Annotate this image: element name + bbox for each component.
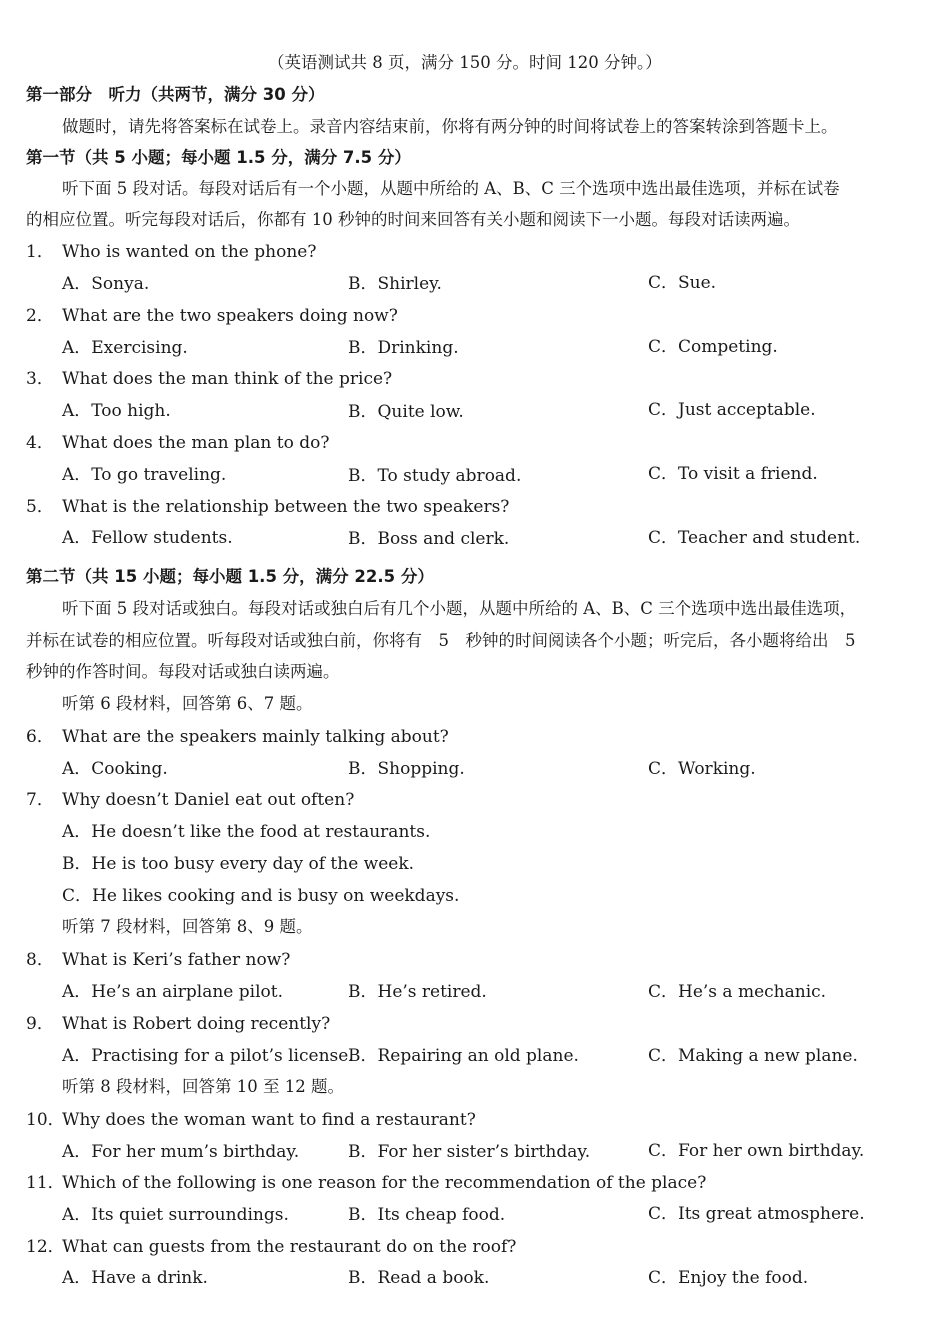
question-stem: What does the man plan to do? bbox=[62, 433, 330, 453]
option-c: C．Enjoy the food. bbox=[648, 1268, 809, 1288]
section1-title: 第一节（共 5 小题；每小题 1.5 分，满分 7.5 分） bbox=[26, 148, 411, 167]
question-number: 3． bbox=[26, 369, 54, 389]
option-c: C．Teacher and student. bbox=[648, 528, 861, 548]
option-a: A．Cooking. bbox=[62, 759, 168, 779]
option-c: C．Its great atmosphere. bbox=[648, 1204, 865, 1224]
question-stem: Who is wanted on the phone? bbox=[62, 242, 317, 262]
option-b: B．Drinking. bbox=[348, 338, 459, 358]
section2-title: 第二节（共 15 小题；每小题 1.5 分，满分 22.5 分） bbox=[26, 567, 434, 586]
question-stem: Why does the woman want to find a restaurant? bbox=[62, 1110, 476, 1130]
option-c: C．For her own birthday. bbox=[648, 1141, 865, 1161]
section1-instruction-line1: 听下面 5 段对话。每段对话后有一个小题，从题中所给的 A、B、C 三个选项中选出最佳选项，并标在试卷 bbox=[62, 179, 840, 198]
option-b: B．Quite low. bbox=[348, 402, 464, 422]
option-c: C．Just acceptable. bbox=[648, 400, 816, 420]
option-c: C．Working. bbox=[648, 759, 756, 779]
question-stem: What are the two speakers doing now? bbox=[62, 306, 398, 326]
option-a: A．Practising for a pilot’s license. bbox=[62, 1046, 354, 1066]
material-7-note: 听第 7 段材料，回答第 8、9 题。 bbox=[62, 917, 313, 936]
question-stem: Why doesn’t Daniel eat out often? bbox=[62, 790, 355, 810]
option-b: B．Shopping. bbox=[348, 759, 465, 779]
option-a: A．Fellow students. bbox=[62, 528, 233, 548]
question-stem: What is Keri’s father now? bbox=[62, 950, 291, 970]
question-stem: What can guests from the restaurant do on the roof? bbox=[62, 1237, 517, 1257]
option-b: B．For her sister’s birthday. bbox=[348, 1142, 591, 1162]
option-b: B．To study abroad. bbox=[348, 466, 522, 486]
question-stem: What is the relationship between the two speakers? bbox=[62, 497, 510, 517]
option-a: A．Have a drink. bbox=[62, 1268, 208, 1288]
material-6-note: 听第 6 段材料，回答第 6、7 题。 bbox=[62, 694, 313, 713]
option-c: C．He’s a mechanic. bbox=[648, 982, 827, 1002]
question-number: 8． bbox=[26, 950, 54, 970]
option-a: A．For her mum’s birthday. bbox=[62, 1142, 300, 1162]
option-a: A．He’s an airplane pilot. bbox=[62, 982, 283, 1002]
question-number: 2． bbox=[26, 306, 54, 326]
option-c: C．Sue. bbox=[648, 273, 717, 293]
option-b: B．He is too busy every day of the week. bbox=[62, 854, 415, 874]
section1-instruction-line2: 的相应位置。听完每段对话后，你都有 10 秒钟的时间来回答有关小题和阅读下一小题。每段对话读两遍。 bbox=[26, 210, 800, 229]
question-number: 1． bbox=[26, 242, 54, 262]
question-stem: Which of the following is one reason for the recommendation of the place? bbox=[62, 1173, 707, 1193]
option-b: B．Its cheap food. bbox=[348, 1205, 506, 1225]
material-8-note: 听第 8 段材料，回答第 10 至 12 题。 bbox=[62, 1077, 344, 1096]
option-b: B．Repairing an old plane. bbox=[348, 1046, 579, 1066]
part1-instruction: 做题时，请先将答案标在试卷上。录音内容结束前，你将有两分钟的时间将试卷上的答案转涂到答题卡上。 bbox=[62, 117, 838, 136]
option-b: B．Boss and clerk. bbox=[348, 529, 510, 549]
question-number: 5． bbox=[26, 497, 54, 517]
question-number: 7． bbox=[26, 790, 54, 810]
option-c: C．Competing. bbox=[648, 337, 778, 357]
part1-title: 第一部分 听力（共两节，满分 30 分） bbox=[26, 85, 325, 104]
question-number: 11． bbox=[26, 1173, 65, 1193]
question-stem: What does the man think of the price? bbox=[62, 369, 393, 389]
option-c: C．Making a new plane. bbox=[648, 1046, 858, 1066]
question-stem: What are the speakers mainly talking about? bbox=[62, 727, 449, 747]
option-a: A．He doesn’t like the food at restaurants. bbox=[62, 822, 431, 842]
option-b: B．Read a book. bbox=[348, 1268, 490, 1288]
option-c: C．To visit a friend. bbox=[648, 464, 818, 484]
option-a: A．Too high. bbox=[62, 401, 171, 421]
option-a: A．Its quiet surroundings. bbox=[62, 1205, 289, 1225]
question-number: 10． bbox=[26, 1110, 65, 1130]
question-number: 6． bbox=[26, 727, 54, 747]
question-stem: What is Robert doing recently? bbox=[62, 1014, 331, 1034]
exam-note: （英语测试共 8 页，满分 150 分。时间 120 分钟。） bbox=[268, 53, 662, 72]
question-number: 4． bbox=[26, 433, 54, 453]
question-number: 9． bbox=[26, 1014, 54, 1034]
question-number: 12． bbox=[26, 1237, 65, 1257]
section2-instruction-line1: 听下面 5 段对话或独白。每段对话或独白后有几个小题，从题中所给的 A、B、C 三个选项中选出最佳选项， bbox=[62, 599, 857, 618]
section2-instruction-line2: 并标在试卷的相应位置。听每段对话或独白前，你将有 5 秒钟的时间阅读各个小题；听完后，各小题将给出 5 bbox=[26, 631, 856, 650]
option-b: B．He’s retired. bbox=[348, 982, 487, 1002]
section2-instruction-line3: 秒钟的作答时间。每段对话或独白读两遍。 bbox=[26, 662, 340, 681]
option-a: A．Sonya. bbox=[62, 274, 150, 294]
option-b: B．Shirley. bbox=[348, 274, 442, 294]
option-a: A．Exercising. bbox=[62, 338, 188, 358]
option-c: C．He likes cooking and is busy on weekdays. bbox=[62, 886, 460, 906]
option-a: A．To go traveling. bbox=[62, 465, 227, 485]
